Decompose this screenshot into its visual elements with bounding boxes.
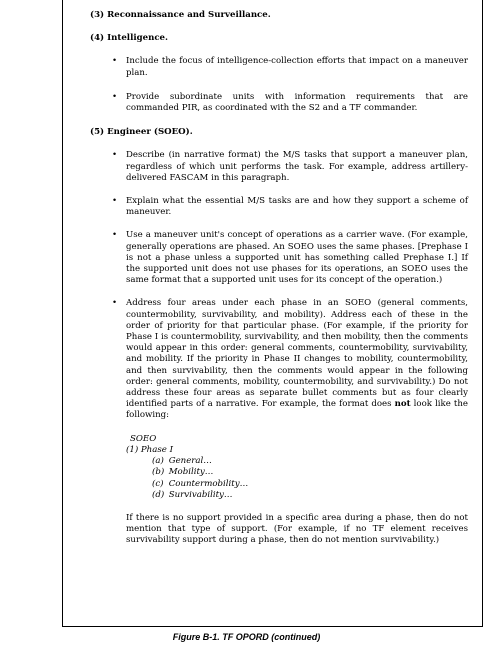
- example-item: [152, 490, 468, 501]
- bullet-icon: •: [112, 196, 118, 207]
- example-item-label: (b): [152, 467, 165, 478]
- bullet-icon: •: [112, 298, 118, 309]
- document-body: [90, 10, 468, 559]
- figure-caption: Figure B-1. TF OPORD (continued): [172, 632, 321, 642]
- example-item-label: (d): [152, 489, 165, 500]
- emphasis-not: not: [394, 399, 411, 410]
- example-item-text: Countermobility…: [168, 478, 249, 489]
- example-item: [152, 479, 468, 490]
- bullet-icon: •: [112, 56, 118, 67]
- list-item: [90, 56, 468, 78]
- example-item-text: Mobility…: [168, 467, 214, 478]
- section-heading-recon: (3) Reconnaissance and Surveillance.: [90, 10, 271, 20]
- list-item: [90, 196, 468, 218]
- example-phase: (1) Phase I: [126, 444, 173, 455]
- bullet-text: [126, 298, 468, 421]
- example-item: [152, 467, 468, 478]
- example-item-label: (c): [152, 478, 164, 489]
- bullet-icon: •: [112, 230, 118, 241]
- intelligence-bullets: [90, 56, 468, 114]
- bullet-text: Use a maneuver unit's concept of operations as a carrier wave. (For example, generally operations are phased. An SOEO uses the same phases. [Prephase I is not a phase unless a supported unit has something called Prephase I.] If the supported unit does not use phases for its operations, an SOEO uses the same format that a supported unit uses for its concept of the operation.): [126, 230, 468, 286]
- bullet-icon: •: [112, 150, 118, 161]
- bullet-text-part: Address four areas under each phase in an SOEO (general comments, countermobility, survivability, and mobility). Address each of these in the order of priority for that particular phase. (For example, if the priority for Phase I is countermobility, survivability, and then mobility, then the comments would appear in this order: general comments, countermobility, survivability, and mobility. If the priority in Phase II changes to mobility, countermobility, and then survivability, then the comments would appear in the following order: general comments, mobility, countermobility, and survivability.) Do not address these four areas as separate bullet comments but as four clearly identified parts of a narrative. For example, the format does: [126, 298, 468, 410]
- example-item-text: Survivability…: [168, 489, 233, 500]
- example-item: [152, 456, 468, 467]
- list-item: [90, 92, 468, 114]
- bullet-text: Describe (in narrative format) the M/S tasks that support a maneuver plan, regardless of which unit performs the task. For example, address artillery-delivered FASCAM in this paragraph.: [126, 150, 468, 183]
- example-item-text: General…: [168, 456, 212, 467]
- example-title: SOEO: [130, 433, 157, 444]
- bullet-text: Include the focus of intelligence-collection efforts that impact on a maneuver plan.: [126, 56, 468, 78]
- list-item-soeo-areas: [90, 298, 468, 546]
- bullet-text-part: look like the following:: [126, 399, 468, 421]
- section-heading-engineer: (5) Engineer (SOEO).: [90, 127, 193, 138]
- example-item-label: (a): [152, 456, 164, 467]
- engineer-bullets: [90, 150, 468, 546]
- list-item: [90, 230, 468, 286]
- format-example: [126, 434, 468, 501]
- closing-text: If there is no support provided in a specific area during a phase, then do not mention that type of support. (For example, if no TF element receives survivability support during a phase, then do not mention survivability.): [126, 512, 468, 546]
- list-item: [90, 150, 468, 184]
- bullet-icon: •: [112, 91, 118, 102]
- section-heading-intelligence: (4) Intelligence.: [90, 33, 169, 44]
- bullet-text: Explain what the essential M/S tasks are and how they support a scheme of maneuver.: [126, 196, 468, 218]
- bullet-text: Provide subordinate units with information requirements that are commanded PIR, as coordinated with the S2 and a TF commander.: [126, 91, 468, 114]
